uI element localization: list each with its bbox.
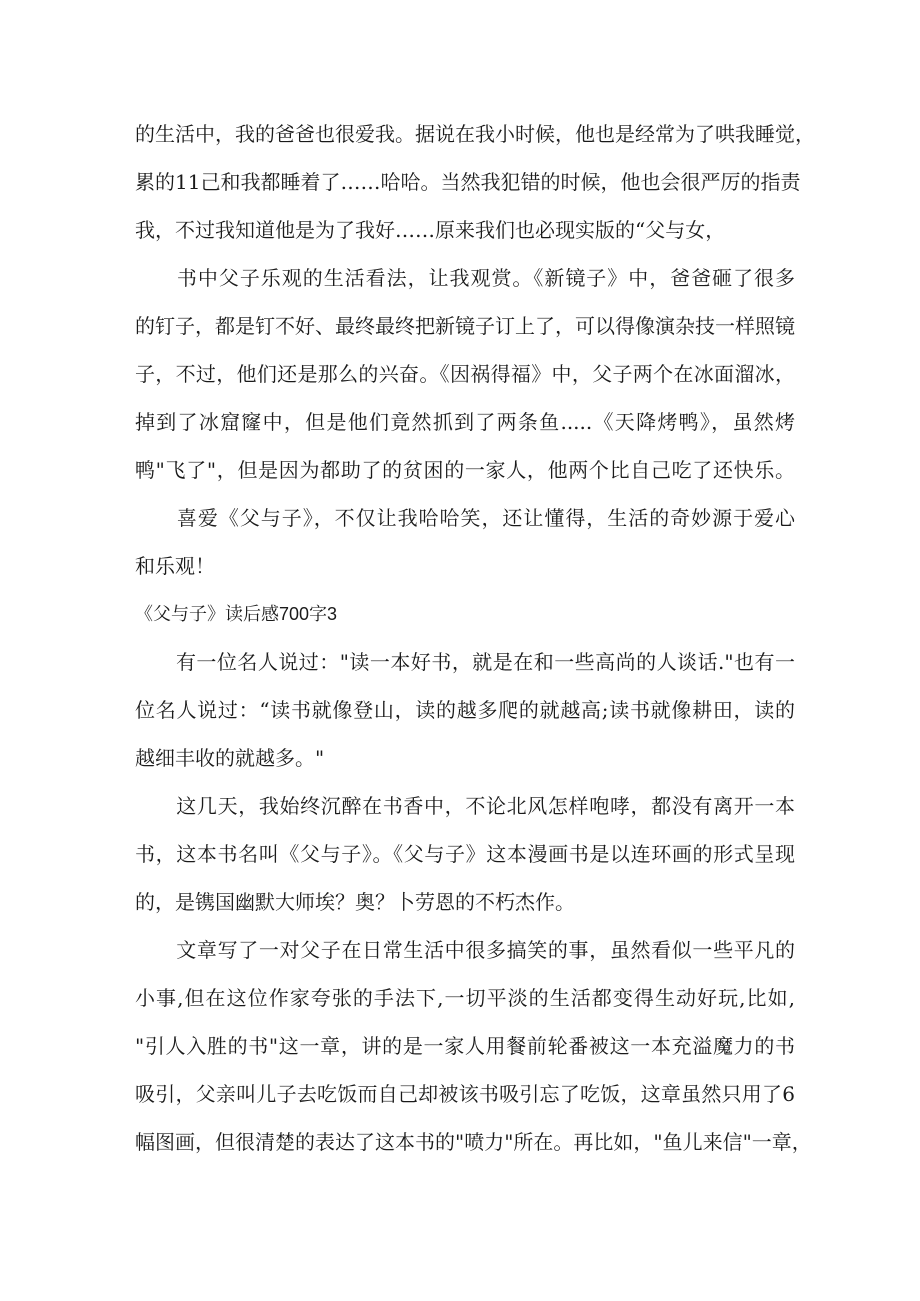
text-line: 累的11己和我都睡着了……哈哈。当然我犯错的时候，他也会很严厉的指责 (135, 170, 801, 194)
text-line: 子，不过，他们还是那么的兴奋。《因祸得福》中，父子两个在冰面溜冰， (135, 362, 795, 386)
text-line: 有一位名人说过："读一本好书，就是在和一些高尚的人谈话."也有一 (135, 650, 795, 674)
text-line: "引人入胜的书"这一章，讲的是一家人用餐前轮番被这一本充溢魔力的书 (135, 1034, 795, 1058)
text-line: 鸭"飞了"，但是因为都助了的贫困的一家人，他两个比自己吃了还快乐。 (135, 458, 795, 482)
text-line: 喜爱《父与子》，不仅让我哈哈笑，还让懂得，生活的奇妙源于爱心 (135, 506, 795, 530)
text-line: 位名人说过：“读书就像登山，读的越多爬的就越高;读书就像耕田，读的 (135, 698, 795, 722)
text-line: 文章写了一对父子在日常生活中很多搞笑的事，虽然看似一些平凡的 (135, 938, 795, 962)
text-line: 我，不过我知道他是为了我好……原来我们也必现实版的“父与女， (135, 218, 726, 242)
text-line: 掉到了冰窟窿中，但是他们竟然抓到了两条鱼.....《天降烤鸭》，虽然烤 (135, 410, 795, 434)
text-line: 这几天，我始终沉醉在书香中，不论北风怎样咆哮，都没有离开一本 (135, 794, 795, 818)
text-line: 书中父子乐观的生活看法，让我观赏。《新镜子》中，爸爸砸了很多 (135, 266, 795, 290)
text-line: 小事,但在这位作家夸张的手法下,一切平淡的生活都变得生动好玩,比如, (135, 986, 795, 1010)
text-line: 越细丰收的就越多。" (135, 746, 325, 770)
text-line: 和乐观！ (135, 554, 215, 578)
text-line: 书，这本书名叫《父与子》。《父与子》这本漫画书是以连环画的形式呈现 (135, 842, 795, 866)
text-line: 吸引，父亲叫儿子去吃饭而自己却被该书吸引忘了吃饭，这章虽然只用了6 (135, 1082, 795, 1106)
body-text (135, 110, 815, 1166)
text-line: 的，是镌国幽默大师埃？奥？卜劳恩的不朽杰作。 (135, 890, 575, 914)
text-line: 的钉子，都是钉不好、最终最终把新镜子订上了，可以得像演杂技一样照镜 (135, 314, 795, 338)
section-heading: 《父与子》读后感700字3 (135, 604, 338, 624)
text-line: 幅图画，但很清楚的表达了这本书的"喷力"所在。再比如，"鱼儿来信"一章， (135, 1130, 812, 1154)
text-line: 的生活中，我的爸爸也很爱我。据说在我小时候，他也是经常为了哄我睡觉， (135, 122, 815, 146)
